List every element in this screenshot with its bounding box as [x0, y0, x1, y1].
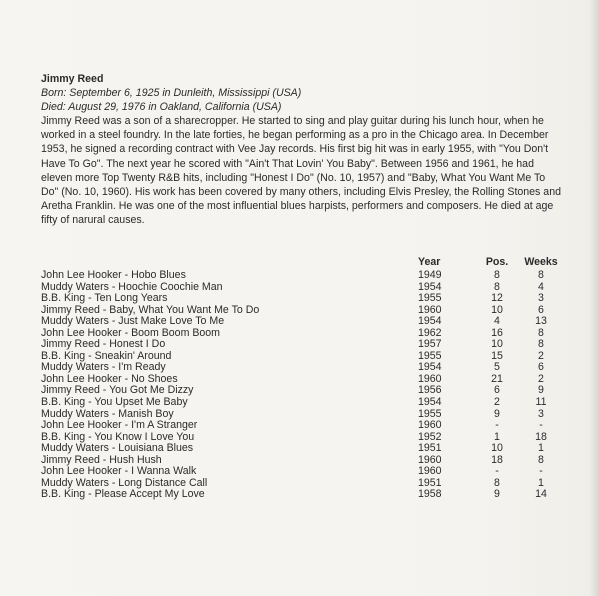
- track-year: 1955: [418, 407, 442, 420]
- track-weeks: 1: [538, 476, 544, 489]
- header-year: Year: [418, 256, 441, 268]
- track-title: Muddy Waters - Manish Boy: [41, 407, 174, 420]
- table-row: [41, 489, 571, 501]
- track-position: 15: [491, 349, 503, 362]
- track-position: 10: [491, 442, 503, 455]
- track-title: B.B. King - Please Accept My Love: [41, 488, 205, 501]
- track-position: -: [495, 465, 499, 478]
- track-title: Muddy Waters - Hoochie Coochie Man: [41, 280, 223, 293]
- track-weeks: 2: [538, 349, 544, 362]
- track-year: 1955: [418, 349, 442, 362]
- track-weeks: 1: [538, 442, 544, 455]
- track-position: 10: [491, 303, 503, 316]
- track-year: 1957: [418, 338, 442, 351]
- track-year: 1954: [418, 361, 442, 374]
- track-weeks: 14: [535, 488, 547, 501]
- track-position: 2: [494, 396, 500, 409]
- track-year: 1954: [418, 315, 442, 328]
- track-position: 9: [494, 407, 500, 420]
- chart-table: [41, 256, 571, 501]
- track-weeks: 4: [538, 280, 544, 293]
- track-year: 1960: [418, 372, 442, 385]
- track-position: 21: [491, 372, 503, 385]
- track-year: 1954: [418, 280, 442, 293]
- track-weeks: 8: [538, 453, 544, 466]
- table-row: [41, 293, 571, 305]
- track-weeks: 8: [538, 269, 544, 281]
- track-year: 1960: [418, 419, 442, 432]
- track-weeks: 8: [538, 338, 544, 351]
- track-title: B.B. King - You Upset Me Baby: [41, 396, 188, 409]
- track-title: John Lee Hooker - I Wanna Walk: [41, 465, 197, 478]
- track-year: 1951: [418, 476, 442, 489]
- page-edge-shadow: [589, 0, 599, 596]
- track-title: Jimmy Reed - Hush Hush: [41, 453, 162, 466]
- header-pos: Pos.: [485, 256, 509, 268]
- track-title: B.B. King - Ten Long Years: [41, 292, 168, 305]
- track-title: Jimmy Reed - You Got Me Dizzy: [41, 384, 194, 397]
- track-position: 18: [491, 453, 503, 466]
- track-position: 10: [491, 338, 503, 351]
- track-weeks: -: [539, 465, 543, 478]
- track-title: John Lee Hooker - I'm A Stranger: [41, 419, 198, 432]
- track-weeks: 9: [538, 384, 544, 397]
- track-year: 1955: [418, 292, 442, 305]
- track-year: 1951: [418, 442, 442, 455]
- track-title: Muddy Waters - I'm Ready: [41, 361, 166, 374]
- track-title: Muddy Waters - Louisiana Blues: [41, 442, 194, 455]
- track-title: Muddy Waters - Just Make Love To Me: [41, 315, 225, 328]
- track-title: John Lee Hooker - Hobo Blues: [41, 269, 186, 281]
- track-year: 1954: [418, 396, 442, 409]
- track-weeks: 3: [538, 407, 544, 420]
- track-weeks: 6: [538, 361, 544, 374]
- track-weeks: 11: [535, 396, 547, 409]
- track-year: 1952: [418, 430, 442, 443]
- track-year: 1960: [418, 303, 442, 316]
- header-weeks: Weeks: [524, 256, 558, 268]
- table-row: [41, 397, 571, 409]
- track-position: 6: [494, 384, 500, 397]
- track-year: 1958: [418, 488, 442, 501]
- track-position: 16: [491, 326, 503, 339]
- track-year: 1962: [418, 326, 442, 339]
- table-header: [41, 256, 571, 269]
- track-position: 1: [494, 430, 500, 443]
- track-title: B.B. King - You Know I Love You: [41, 430, 195, 443]
- died-line: Died: August 29, 1976 in Oakland, California (USA): [41, 101, 282, 114]
- track-title: John Lee Hooker - No Shoes: [41, 372, 178, 385]
- track-position: 12: [491, 292, 503, 305]
- track-title: Muddy Waters - Long Distance Call: [41, 476, 208, 489]
- track-title: B.B. King - Sneakin' Around: [41, 349, 172, 362]
- track-position: 9: [494, 488, 500, 501]
- artist-name: Jimmy Reed: [41, 73, 104, 85]
- born-line: Born: September 6, 1925 in Dunleith, Mississippi (USA): [41, 87, 302, 100]
- bio-text: Jimmy Reed was a son of a sharecropper. He started to sing and play guitar during his lunch hour, when he worked in a steel foundry. In the late forties, he began performing as a pro in the Chicago area. In December 1953, he signed a recording contract with Vee Jay records. His first big hit was in early 1955, with "You Don't Have To Go". The next year he scored with "Ain't That Lovin' You Baby". Between 1956 and 1961, he had eleven more Top Twenty R&B hits, including "Honest I Do" (No. 10, 1957) and "Baby, What You Want Me To Do" (No. 10, 1960). His work has been covered by many others, including Elvis Presley, the Rolling Stones and Aretha Franklin. He was one of the most influential blues harpists, performers and composers. He died at age fifty of narural causes.: [41, 115, 561, 226]
- track-weeks: 18: [535, 430, 547, 443]
- track-position: 8: [494, 269, 500, 281]
- track-weeks: 2: [538, 372, 544, 385]
- track-position: 8: [494, 476, 500, 489]
- track-weeks: 6: [538, 303, 544, 316]
- track-year: 1949: [418, 269, 442, 281]
- table-row: [41, 316, 571, 328]
- track-weeks: 8: [538, 326, 544, 339]
- track-weeks: 13: [535, 315, 547, 328]
- track-weeks: 3: [538, 292, 544, 305]
- track-position: 8: [494, 280, 500, 293]
- track-year: 1956: [418, 384, 442, 397]
- table-rows: [41, 270, 571, 501]
- track-position: 4: [494, 315, 500, 328]
- table-row: [41, 270, 571, 282]
- track-title: Jimmy Reed - Honest I Do: [41, 338, 166, 351]
- track-title: Jimmy Reed - Baby, What You Want Me To Do: [41, 303, 260, 316]
- track-title: John Lee Hooker - Boom Boom Boom: [41, 326, 221, 339]
- track-weeks: -: [539, 419, 543, 432]
- track-position: -: [495, 419, 499, 432]
- track-position: 5: [494, 361, 500, 374]
- track-year: 1960: [418, 465, 442, 478]
- artist-bio: [41, 72, 561, 227]
- table-row: [41, 420, 571, 432]
- track-year: 1960: [418, 453, 442, 466]
